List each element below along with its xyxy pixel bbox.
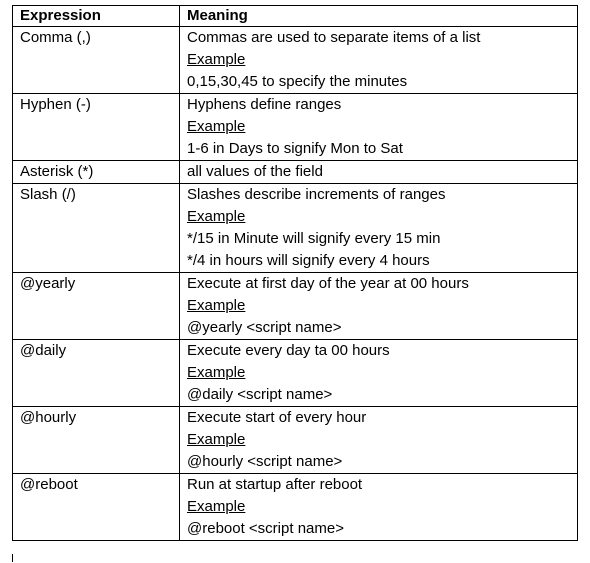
example-label: Example — [187, 118, 246, 135]
example-label: Example — [187, 297, 246, 314]
expression-cell: Hyphen (-) — [13, 94, 180, 161]
document — [12, 5, 578, 541]
meaning-cell — [180, 184, 578, 273]
meaning-line: Hyphens define ranges — [187, 96, 342, 113]
table-header-row — [13, 6, 578, 27]
meaning-line: */4 in hours will signify every 4 hours — [187, 252, 430, 269]
meaning-line: @daily <script name> — [187, 386, 333, 403]
meaning-cell — [180, 94, 578, 161]
table-row — [13, 94, 578, 161]
example-label: Example — [187, 431, 246, 448]
meaning-cell — [180, 273, 578, 340]
meaning-line: @yearly <script name> — [187, 319, 342, 336]
expression-cell: @daily — [13, 340, 180, 407]
meaning-line: Execute at first day of the year at 00 hours — [187, 275, 469, 292]
meaning-cell — [180, 407, 578, 474]
meaning-line: Commas are used to separate items of a list — [187, 29, 481, 46]
table-body — [13, 27, 578, 541]
cron-expression-table — [12, 5, 578, 541]
meaning-line: */15 in Minute will signify every 15 min — [187, 230, 441, 247]
meaning-line: 1-6 in Days to signify Mon to Sat — [187, 140, 403, 157]
table-edge-line — [12, 554, 13, 562]
expression-cell: @yearly — [13, 273, 180, 340]
meaning-line: 0,15,30,45 to specify the minutes — [187, 73, 408, 90]
meaning-cell — [180, 474, 578, 541]
expression-cell: Slash (/) — [13, 184, 180, 273]
table-row — [13, 340, 578, 407]
table-row — [13, 27, 578, 94]
meaning-line: @reboot <script name> — [187, 520, 344, 537]
meaning-line: Slashes describe increments of ranges — [187, 186, 446, 203]
meaning-cell — [180, 340, 578, 407]
expression-cell: Asterisk (*) — [13, 161, 180, 184]
meaning-line: all values of the field — [187, 163, 323, 180]
meaning-line: @hourly <script name> — [187, 453, 343, 470]
example-label: Example — [187, 208, 246, 225]
expression-cell: @reboot — [13, 474, 180, 541]
example-label: Example — [187, 498, 246, 515]
table-row — [13, 184, 578, 273]
example-label: Example — [187, 51, 246, 68]
expression-cell: Comma (,) — [13, 27, 180, 94]
meaning-cell — [180, 27, 578, 94]
header-meaning: Meaning — [180, 6, 578, 27]
meaning-line: Execute start of every hour — [187, 409, 367, 426]
expression-cell: @hourly — [13, 407, 180, 474]
example-label: Example — [187, 364, 246, 381]
meaning-line: Execute every day ta 00 hours — [187, 342, 390, 359]
table-row — [13, 273, 578, 340]
table-row — [13, 161, 578, 184]
meaning-cell — [180, 161, 578, 184]
header-expression: Expression — [13, 6, 180, 27]
table-row — [13, 474, 578, 541]
table-row — [13, 407, 578, 474]
meaning-line: Run at startup after reboot — [187, 476, 363, 493]
